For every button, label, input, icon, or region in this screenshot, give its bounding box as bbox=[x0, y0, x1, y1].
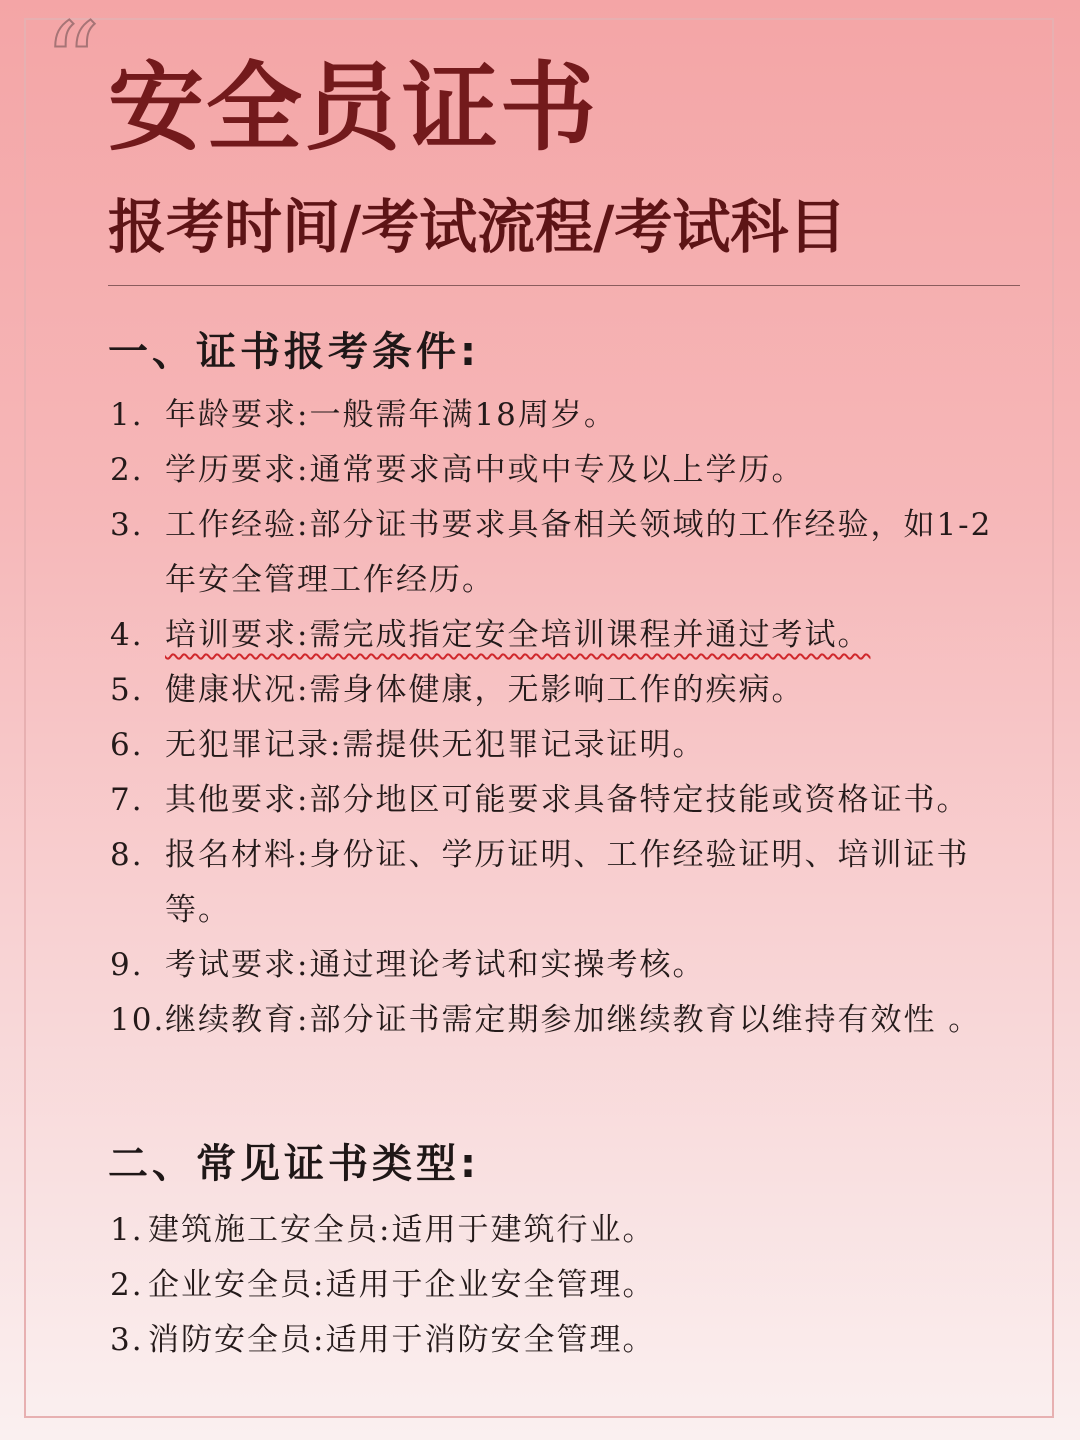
list-item bbox=[110, 828, 1020, 938]
list-item-number: 1. bbox=[110, 1212, 144, 1248]
certificate-types-list bbox=[110, 1203, 1020, 1368]
list-item-number: 2. bbox=[110, 1267, 144, 1303]
highlighted-list-item-text: 培训要求:需完成指定安全培训课程并通过考试。 bbox=[165, 617, 871, 653]
list-item-number: 1. bbox=[110, 397, 144, 433]
list-item bbox=[110, 1258, 1020, 1313]
list-item-number: 5. bbox=[110, 672, 144, 708]
list-item bbox=[110, 443, 1020, 498]
list-item bbox=[110, 993, 1020, 1048]
list-item bbox=[110, 1313, 1020, 1368]
list-item-number: 4. bbox=[110, 617, 144, 653]
list-item-number: 7. bbox=[110, 782, 144, 818]
list-item-text: 建筑施工安全员:适用于建筑行业。 bbox=[148, 1212, 656, 1248]
list-item-text: 考试要求:通过理论考试和实操考核。 bbox=[165, 947, 706, 983]
section-heading-certificate-types: 二、常见证书类型: bbox=[108, 1141, 480, 1187]
page-subtitle: 报考时间/考试流程/考试科目 bbox=[108, 193, 847, 261]
list-item-text: 其他要求:部分地区可能要求具备特定技能或资格证书。 bbox=[165, 782, 970, 818]
list-item-number: 9. bbox=[110, 947, 144, 983]
list-item-text: 学历要求:通常要求高中或中专及以上学历。 bbox=[165, 452, 805, 488]
list-item-text: 报名材料:身份证、学历证明、工作经验证明、培训证书等。 bbox=[165, 837, 970, 928]
list-item bbox=[110, 938, 1020, 993]
list-item-text: 企业安全员:适用于企业安全管理。 bbox=[148, 1267, 656, 1303]
list-item-text: 继续教育:部分证书需定期参加继续教育以维持有效性 。 bbox=[165, 1002, 982, 1038]
list-item-number: 8. bbox=[110, 837, 144, 873]
title-divider bbox=[108, 285, 1020, 286]
list-item-number: 3. bbox=[110, 507, 144, 543]
list-item-number: 2. bbox=[110, 452, 144, 488]
list-item-number: 6. bbox=[110, 727, 144, 763]
list-item-text: 健康状况:需身体健康，无影响工作的疾病。 bbox=[165, 672, 805, 708]
requirements-list bbox=[110, 388, 1020, 1048]
list-item-number: 3. bbox=[110, 1322, 144, 1358]
list-item-text: 年龄要求:一般需年满18周岁。 bbox=[165, 397, 617, 433]
list-item bbox=[110, 663, 1020, 718]
list-item-text: 工作经验:部分证书要求具备相关领域的工作经验，如1-2年安全管理工作经历。 bbox=[165, 507, 993, 598]
quote-icon: “ bbox=[44, 0, 101, 127]
list-item bbox=[110, 773, 1020, 828]
list-item-number: 10. bbox=[110, 1002, 166, 1038]
list-item-text: 无犯罪记录:需提供无犯罪记录证明。 bbox=[165, 727, 706, 763]
list-item-text: 消防安全员:适用于消防安全管理。 bbox=[148, 1322, 656, 1358]
list-item bbox=[110, 608, 1020, 663]
list-item bbox=[110, 388, 1020, 443]
list-item bbox=[110, 1203, 1020, 1258]
list-item bbox=[110, 718, 1020, 773]
page-title: 安全员证书 bbox=[108, 51, 598, 164]
list-item bbox=[110, 498, 1020, 608]
section-heading-requirements: 一、证书报考条件: bbox=[108, 329, 480, 375]
